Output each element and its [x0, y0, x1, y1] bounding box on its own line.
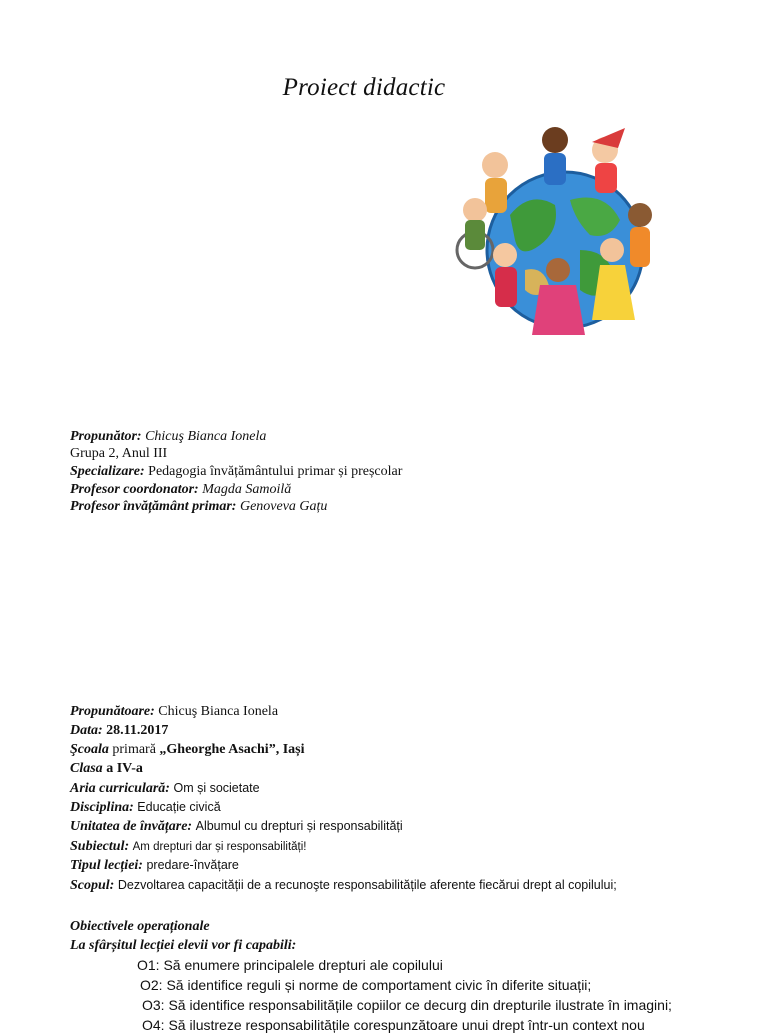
disciplina-value: Educație civică [137, 800, 221, 814]
scopul-line [70, 877, 617, 894]
coordonator-value: Magda Samoilă [202, 482, 292, 497]
specializare-line [70, 463, 402, 480]
specializare-label: Specializare: [70, 464, 145, 479]
profesor-primar-label: Profesor învățământ primar: [70, 499, 237, 514]
aria-label: Aria curriculară: [70, 781, 170, 796]
propunatoare-label: Propunătoare: [70, 704, 155, 719]
grupa-line: Grupa 2, Anul III [70, 446, 168, 461]
objectives-subheading: La sfârșitul lecției elevii vor fi capabili: [70, 938, 297, 953]
scoala-label: Şcoala [70, 742, 109, 757]
children-around-globe-illustration [440, 120, 690, 360]
profesor-primar-value: Genoveva Gațu [239, 499, 328, 514]
subiectul-line [70, 838, 306, 856]
propunator-line [70, 428, 266, 445]
objectives-heading: Obiectivele operaționale [70, 919, 210, 934]
aria-value: Om și societate [173, 781, 260, 795]
scopul-label: Scopul: [70, 878, 115, 893]
objective-item: O3: Să identifice responsabilitățile copiilor ce decurg din drepturile ilustrate în imagini; [142, 997, 672, 1013]
tipul-line [70, 857, 239, 874]
tipul-label: Tipul lecției: [70, 858, 143, 873]
profesor-primar-line [70, 498, 327, 515]
data-value: 28.11.2017 [106, 723, 169, 738]
unitatea-value: Albumul cu drepturi și responsabilități [195, 819, 403, 833]
specializare-value: Pedagogia învățământului primar și preșcolar [148, 464, 403, 479]
unitatea-label: Unitatea de învățare: [70, 819, 193, 834]
scoala-value-plain: primară [112, 742, 156, 757]
subiectul-value: Am drepturi dar și responsabilități! [132, 841, 307, 853]
tipul-value: predare-învățare [146, 858, 239, 872]
propunator-label: Propunător: [70, 429, 142, 444]
unitatea-line [70, 818, 403, 835]
propunatoare-value: Chicuş Bianca Ionela [158, 704, 279, 719]
clasa-label: Clasa [70, 761, 103, 776]
objective-item: O2: Să identifice reguli și norme de comportament civic în diferite situații; [140, 977, 592, 993]
scoala-value-bold: „Gheorghe Asachi”, Iași [159, 742, 305, 757]
clasa-value: a IV-a [106, 761, 143, 776]
coordonator-line [70, 481, 291, 498]
disciplina-line [70, 799, 221, 816]
page-title: Proiect didactic [282, 74, 446, 101]
propunatoare-line [70, 703, 278, 720]
scopul-value: Dezvoltarea capacității de a recunoşte responsabilitățile aferente fiecărui drept al copilului; [117, 878, 617, 892]
data-label: Data: [70, 723, 103, 738]
objective-item: O1: Să enumere principalele drepturi ale copilului [137, 957, 443, 973]
objective-item: O4: Să ilustreze responsabilitățile corespunzătoare unui drept într-un context nou [142, 1017, 645, 1033]
subiectul-label: Subiectul: [70, 839, 130, 854]
aria-line [70, 780, 260, 797]
clasa-line [70, 760, 143, 777]
coordonator-label: Profesor coordonator: [70, 482, 199, 497]
data-line [70, 722, 168, 739]
disciplina-label: Disciplina: [70, 800, 134, 815]
scoala-line [70, 741, 305, 758]
propunator-value: Chicuş Bianca Ionela [145, 429, 267, 444]
